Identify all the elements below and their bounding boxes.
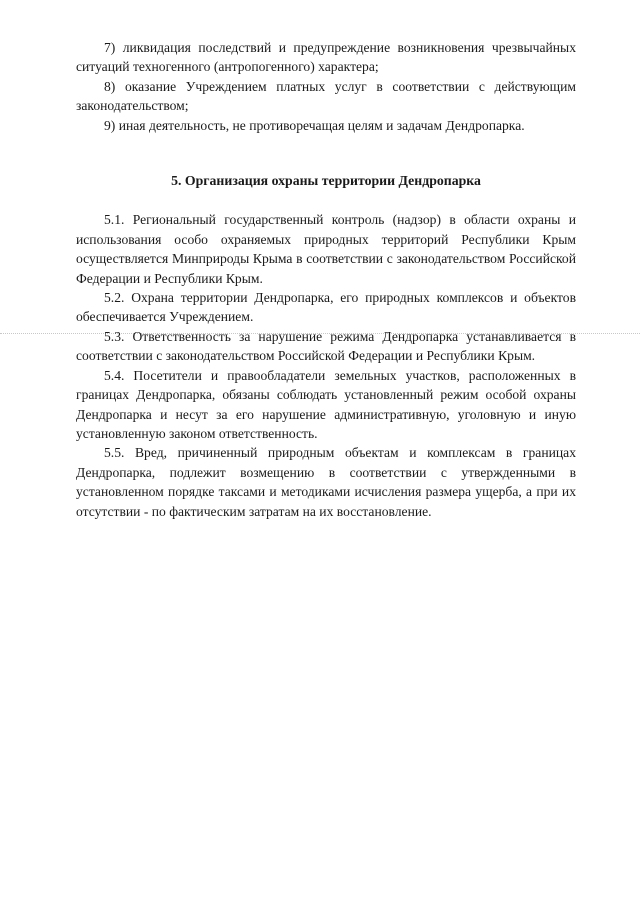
list-item-9: 9) иная деятельность, не противоречащая целям и задачам Дендропарка. [104, 117, 525, 133]
paragraph-5-2: 5.2. Охрана территории Дендропарка, его природных комплексов и объектов обеспечивается Учреждением. [76, 290, 576, 325]
list-item-7: 7) ликвидация последствий и предупреждение возникновения чрезвычайных ситуаций техногенного (антропогенного) характера; [76, 40, 576, 75]
paragraph-5-4: 5.4. Посетители и правообладатели земельных участков, расположенных в границах Дендропарка, обязаны соблюдать установленный режим особой охраны Дендропарка и несут за его нарушение административную, уголовную и иную установленную законом ответственность. [76, 367, 576, 441]
paragraph-5-3: 5.3. Ответственность за нарушение режима Дендропарка устанавливается в соответствии с законодательством Российской Федерации и Республики Крым. [76, 328, 576, 364]
paragraph-5-1: 5.1. Региональный государственный контроль (надзор) в области охраны и использования особо охраняемых природных территорий Республики Крым осуществляется Минприроды Крыма в соответствии с законодательством Российской Федерации и Республики Крым. [76, 212, 576, 286]
paragraph-5-5: 5.5. Вред, причиненный природным объектам и комплексам в границах Дендропарка, подлежит возмещению в соответствии с утвержденными в установленном порядке таксами и методиками исчисления размера ущерба, а при их отсутствии - по фактическим затратам на их восстановление. [76, 445, 576, 519]
list-item-8: 8) оказание Учреждением платных услуг в соответствии с действующим законодательством; [76, 78, 576, 114]
document-page [76, 38, 576, 521]
section-heading: 5. Организация охраны территории Дендропарка [171, 173, 481, 189]
